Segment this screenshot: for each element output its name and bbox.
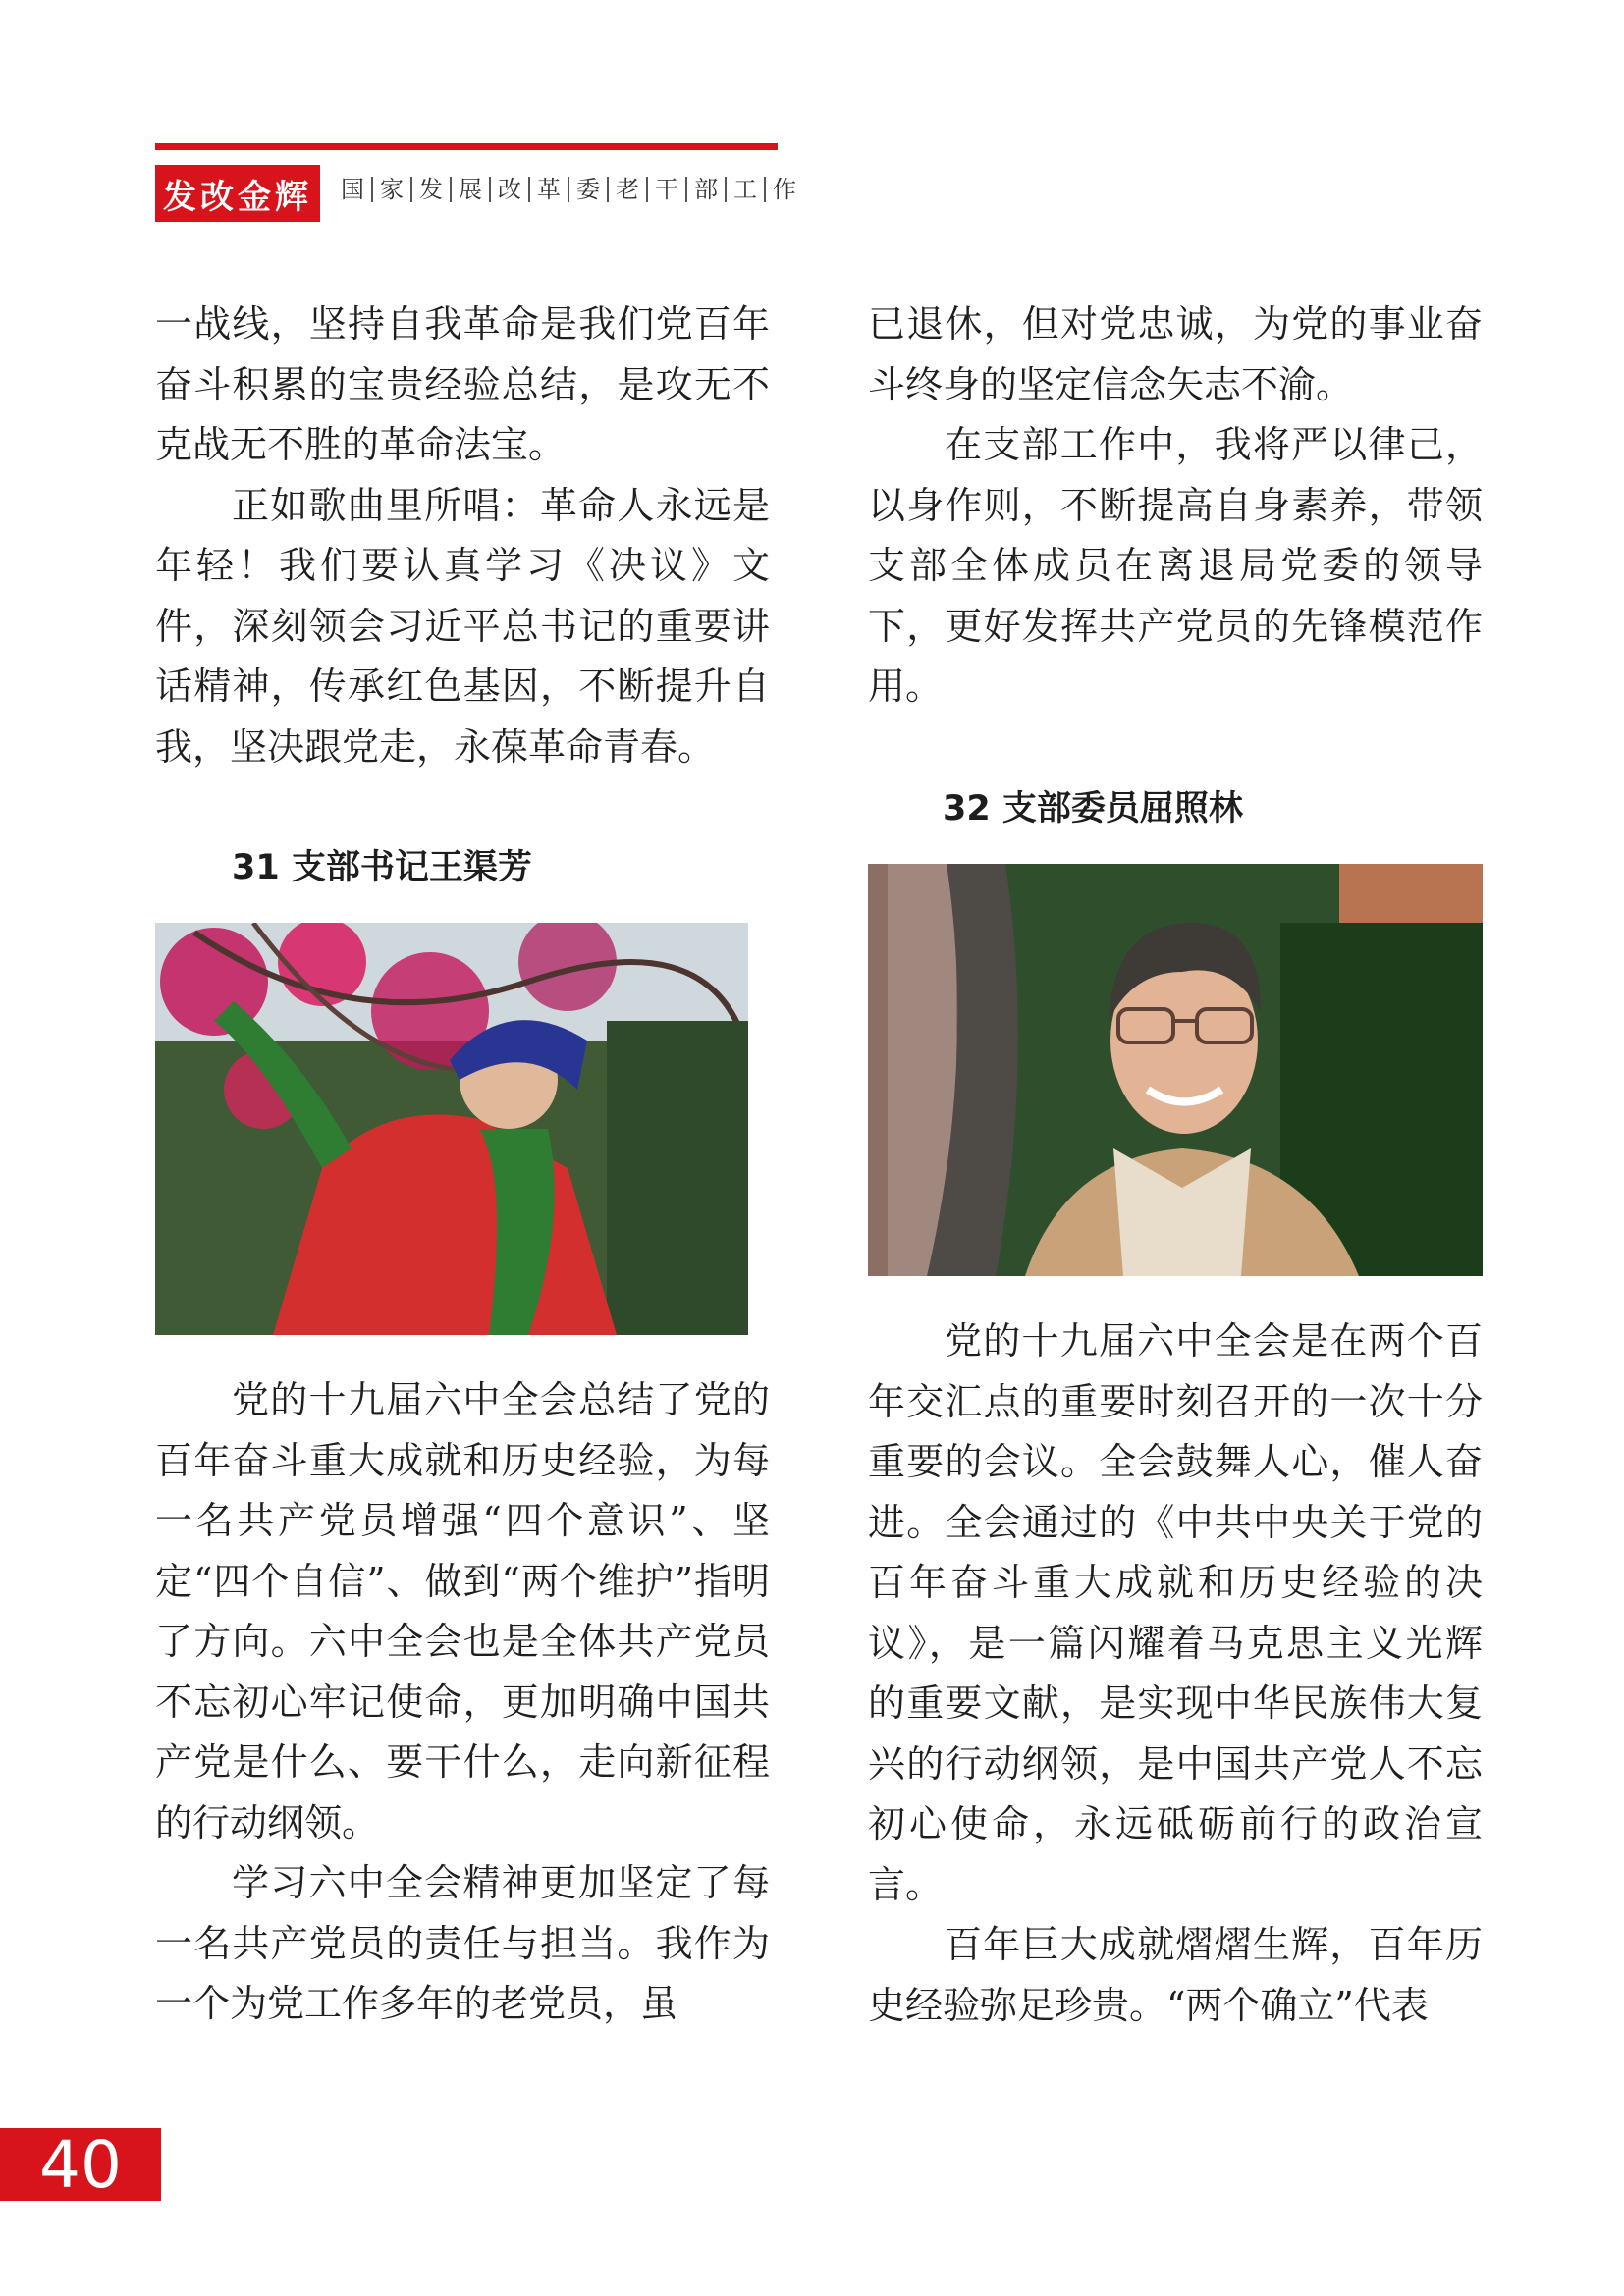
left-column-top [155,294,770,777]
subtitle-char: 展 [452,177,491,202]
paragraph: 已退休，但对党忠诚，为党的事业奋斗终身的坚定信念矢志不渝。 [868,302,1483,406]
subtitle-char: 干 [648,177,687,202]
subtitle-char: 国 [334,177,373,202]
photo-qu-zhaolin [868,864,1483,1276]
paragraph: 学习六中全会精神更加坚定了每一名共产党员的责任与担当。我作为一个为党工作多年的老党员，虽 [155,1861,770,2025]
photo-wang-qufang [155,923,748,1335]
paragraph: 党的十九届六中全会总结了党的百年奋斗重大成就和历史经验，为每一名共产党员增强“四个意识”、坚定“四个自信”、做到“两个维护”指明了方向。六中全会也是全体共产党员不忘初心牢记使命，更加明确中国共产党是什么、要干什么，走向新征程的行动纲领。 [155,1378,770,1844]
subtitle-char: 部 [687,177,727,202]
header-rule [155,143,778,150]
subtitle-char: 老 [609,177,648,202]
subtitle-char: 委 [569,177,609,202]
paragraph: 党的十九届六中全会是在两个百年交汇点的重要时刻召开的一次十分重要的会议。全会鼓舞人心，催人奋进。全会通过的《中共中央关于党的百年奋斗重大成就和历史经验的决议》，是一篇闪耀着马克思主义光辉的重要文献，是实现中华民族伟大复兴的行动纲领，是中国共产党人不忘初心使命，永远砥砺前行的政治宣言。 [868,1319,1483,1906]
subtitle-char: 作 [773,176,796,203]
subtitle-char: 家 [373,177,412,202]
paragraph: 一战线，坚持自我革命是我们党百年奋斗积累的宝贵经验总结，是攻无不克战无不胜的革命法宝。 [155,302,770,466]
section-heading-32: 32 支部委员屈照林 [943,789,1243,828]
paragraph: 在支部工作中，我将严以律己，以身作则，不断提高自身素养，带领支部全体成员在离退局党委的领导下，更好发挥共产党员的先锋模范作用。 [868,423,1483,708]
right-column-top [868,294,1483,718]
section-heading-31: 31 支部书记王渠芳 [232,848,532,887]
subtitle-char: 发 [412,177,452,202]
left-column-bottom [155,1370,770,2035]
subtitle-char: 改 [491,177,530,202]
brand-logo: 发改金辉 [155,165,320,222]
subtitle-char: 革 [530,177,569,202]
subtitle-char: 工 [727,177,766,202]
page-number: 40 [0,2128,161,2201]
header-subtitle [334,177,803,202]
paragraph: 百年巨大成就熠熠生辉，百年历史经验弥足珍贵。“两个确立”代表 [868,1923,1483,2027]
right-column-bottom [868,1311,1483,2036]
paragraph: 正如歌曲里所唱：革命人永远是年轻！我们要认真学习《决议》文件，深刻领会习近平总书记的重要讲话精神，传承红色基因，不断提升自我，坚决跟党走，永葆革命青春。 [155,483,770,769]
